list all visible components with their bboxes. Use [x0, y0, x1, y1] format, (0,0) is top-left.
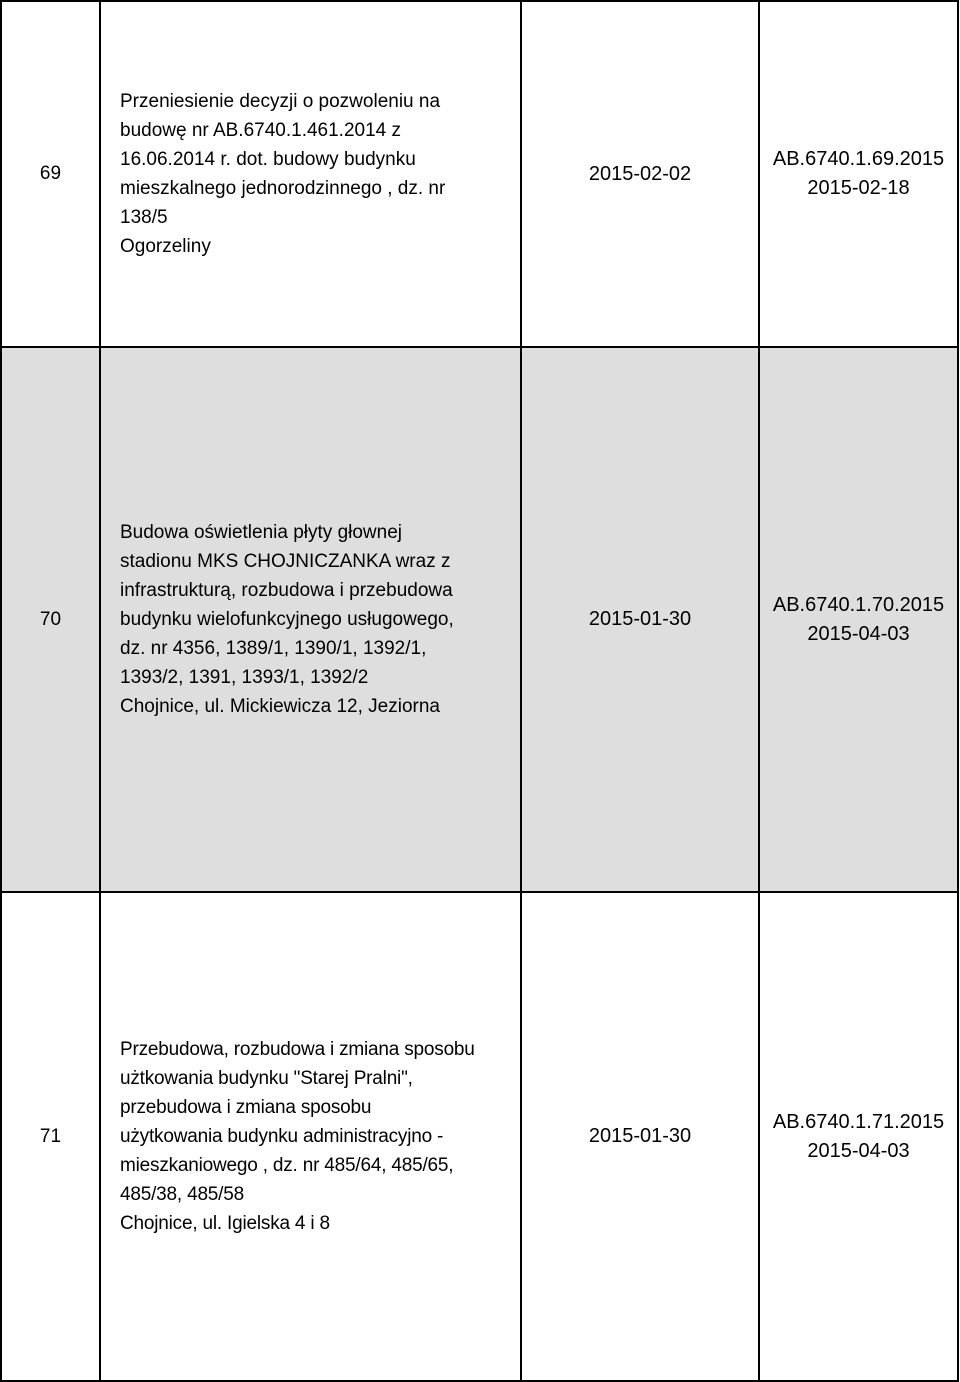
decision-reference: AB.6740.1.69.2015 — [772, 148, 945, 170]
table-row — [1, 892, 958, 1381]
decision-date: 2015-02-18 — [807, 177, 910, 199]
description-line: Chojnice, ul. Igielska 4 i 8 — [120, 1213, 330, 1234]
entry-number: 70 — [1, 347, 100, 892]
description-line: przebudowa i zmiana sposobu — [120, 1097, 372, 1118]
decision-cell — [759, 892, 958, 1381]
table-row — [1, 1, 958, 347]
entry-number: 69 — [1, 1, 100, 347]
description-line: budynku wielofunkcyjnego usługowego, — [120, 609, 454, 630]
entry-description — [100, 1, 521, 347]
description-line: użtkowania budynku "Starej Pralni", — [120, 1068, 413, 1089]
decision-date: 2015-04-03 — [807, 622, 910, 645]
description-line: dz. nr 4356, 1389/1, 1390/1, 1392/1, — [120, 638, 427, 659]
description-line: mieszkalnego jednorodzinnego , dz. nr — [120, 178, 446, 199]
description-line: Ogorzeliny — [120, 236, 211, 257]
description-line: budowę nr AB.6740.1.461.2014 z — [120, 120, 402, 141]
description-line: infrastrukturą, rozbudowa i przebudowa — [120, 580, 453, 601]
table-row — [1, 347, 958, 892]
entry-description — [100, 347, 521, 892]
application-date: 2015-02-02 — [521, 1, 759, 347]
description-line: mieszkaniowego , dz. nr 485/64, 485/65, — [120, 1155, 454, 1176]
description-line: 485/38, 485/58 — [120, 1184, 244, 1205]
description-line: 1393/2, 1391, 1393/1, 1392/2 — [120, 667, 369, 688]
decision-date: 2015-04-03 — [807, 1139, 910, 1162]
decision-reference: AB.6740.1.71.2015 — [772, 1110, 945, 1133]
decision-reference: AB.6740.1.70.2015 — [772, 593, 945, 616]
decision-cell — [759, 347, 958, 892]
description-line: Budowa oświetlenia płyty głownej — [120, 522, 402, 543]
entry-description — [100, 892, 521, 1381]
description-line: Przeniesienie decyzji o pozwoleniu na — [120, 91, 441, 112]
description-line: Chojnice, ul. Mickiewicza 12, Jeziorna — [120, 696, 440, 717]
description-line: 16.06.2014 r. dot. budowy budynku — [120, 149, 416, 170]
description-line: Przebudowa, rozbudowa i zmiana sposobu — [120, 1039, 475, 1060]
description-line: użytkowania budynku administracyjno - — [120, 1126, 444, 1147]
application-date: 2015-01-30 — [521, 347, 759, 892]
decision-cell — [759, 1, 958, 347]
description-line: 138/5 — [120, 207, 168, 228]
entry-number: 71 — [1, 892, 100, 1381]
description-line: stadionu MKS CHOJNICZANKA wraz z — [120, 551, 451, 572]
application-date: 2015-01-30 — [521, 892, 759, 1381]
